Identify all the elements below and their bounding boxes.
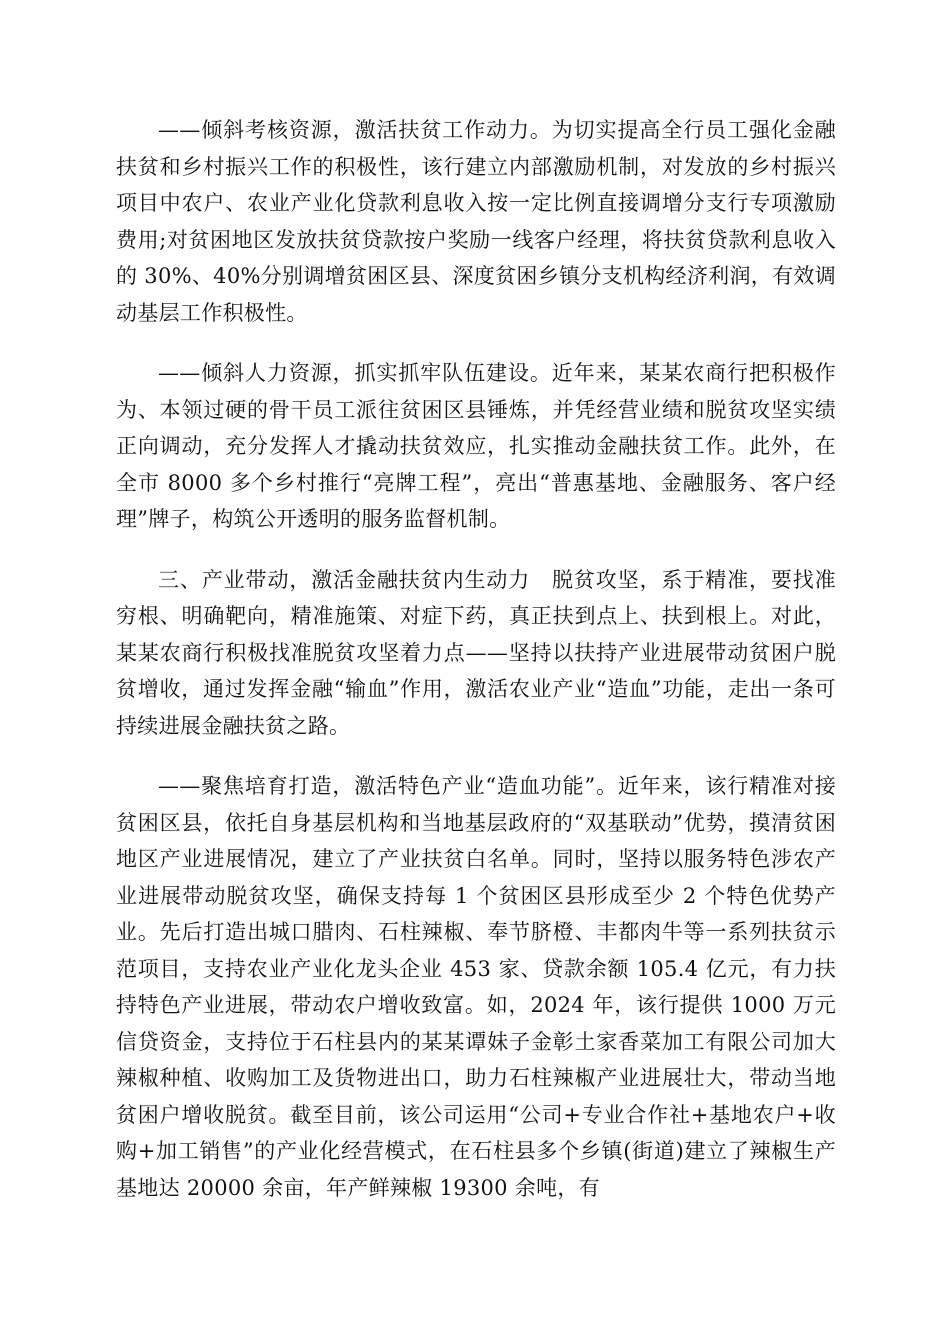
paragraph-section-three-industry: 三、产业带动，激活金融扶贫内生动力 脱贫攻坚，系于精准，要找准穷根、明确靶向，精准施策、对症下药，真正扶到点上、扶到根上。对此，某某农商行积极找准脱贫攻坚着力点——坚持以扶持产业进展带动贫困户脱贫增收，通过发挥金融“输血”作用，激活农业产业“造血”功能，走出一条可持续进展金融扶贫之路。 [116,567,836,738]
document-body [116,112,836,1206]
paragraph-human-resources: ——倾斜人力资源，抓实抓牢队伍建设。近年来，某某农商行把积极作为、本领过硬的骨干员工派往贫困区县锤炼，并凭经营业绩和脱贫攻坚实绩正向调动，充分发挥人才撬动扶贫效应，扎实推动金融扶贫工作。此外，在全市 8000 多个乡村推行“亮牌工程”，亮出“普惠基地、金融服务、客户经理”牌子，构筑公开透明的服务监督机制。 [116,361,836,531]
paragraph-assessment-resources: ——倾斜考核资源，激活扶贫工作动力。为切实提高全行员工强化金融扶贫和乡村振兴工作的积极性，该行建立内部激励机制，对发放的乡村振兴项目中农户、农业产业化贷款利息收入按一定比例直接调增分支行专项激励费用;对贫困地区发放扶贫贷款按户奖励一线客户经理，将扶贫贷款利息收入的 30%、40%分别调增贫困区县、深度贫困乡镇分支机构经济利润，有效调动基层工作积极性。 [116,118,836,325]
paragraph-featured-industry: ——聚焦培育打造，激活特色产业“造血功能”。近年来，该行精准对接贫困区县，依托自身基层机构和当地基层政府的“双基联动”优势，摸清贫困地区产业进展情况，建立了产业扶贫白名单。同时，坚持以服务特色涉农产业进展带动脱贫攻坚，确保支持每 1 个贫困区县形成至少 2 个特色优势产业。先后打造出城口腊肉、石柱辣椒、奉节脐橙、丰都肉牛等一系列扶贫示范项目，支持农业产业化龙头企业 453 家、贷款余额 105.4 亿元，有力扶持特色产业进展，带动农户增收致富。如，2024 年，该行提供 1000 万元信贷资金，支持位于石柱县内的某某谭妹子金彰土家香菜加工有限公司加大辣椒种植、收购加工及货物进出口，助力石柱辣椒产业进展壮大，带动当地贫困户增收脱贫。截至目前，该公司运用“公司+专业合作社+基地农户+收购+加工销售”的产业化经营模式，在石柱县多个乡镇(街道)建立了辣椒生产基地达 20000 余亩，年产鲜辣椒 19300 余吨，有 [116,774,836,1200]
